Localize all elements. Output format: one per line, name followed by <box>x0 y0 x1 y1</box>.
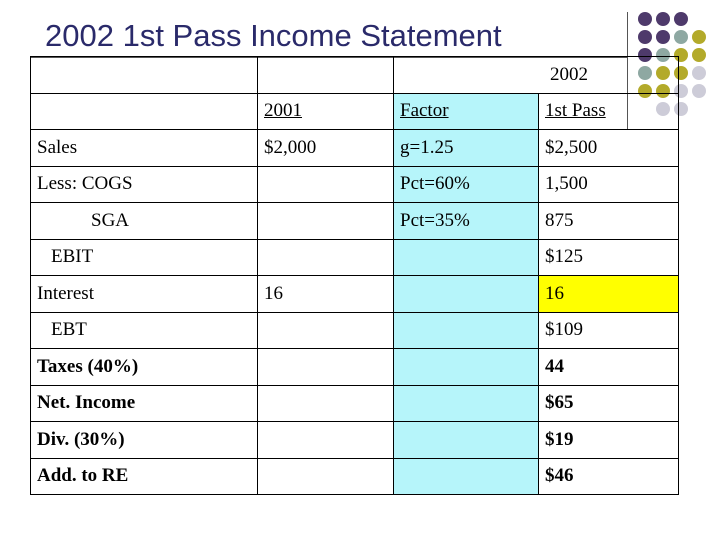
cell-2001 <box>258 422 394 459</box>
cell-1st-pass: 1,500 <box>539 166 679 203</box>
cell-factor: g=1.25 <box>394 130 539 167</box>
row-label: Interest <box>31 276 258 313</box>
row-label: SGA <box>31 203 258 240</box>
slide-title: 2002 1st Pass Income Statement <box>45 18 502 53</box>
row-label: Sales <box>31 130 258 167</box>
row-label: Net. Income <box>31 385 258 422</box>
cell-2001: 16 <box>258 276 394 313</box>
cell-2001 <box>258 349 394 386</box>
table-row <box>31 130 679 167</box>
table-header-row-year <box>31 57 679 94</box>
header-cell-empty <box>31 57 258 94</box>
table-row <box>31 385 679 422</box>
table-row <box>31 422 679 459</box>
dot-icon <box>638 30 652 44</box>
cell-factor <box>394 239 539 276</box>
dot-icon <box>674 30 688 44</box>
cell-2001 <box>258 312 394 349</box>
row-label: Less: COGS <box>31 166 258 203</box>
dot-icon <box>692 84 706 98</box>
table-row <box>31 239 679 276</box>
dot-icon <box>656 12 670 26</box>
dot-icon <box>692 48 706 62</box>
cell-factor <box>394 422 539 459</box>
cell-factor: Pct=35% <box>394 203 539 240</box>
cell-1st-pass: 44 <box>539 349 679 386</box>
cell-factor <box>394 458 539 495</box>
table-row <box>31 312 679 349</box>
cell-1st-pass: $2,500 <box>539 130 679 167</box>
table-row <box>31 349 679 386</box>
cell-1st-pass: $65 <box>539 385 679 422</box>
cell-2001 <box>258 239 394 276</box>
cell-1st-pass: $19 <box>539 422 679 459</box>
dot-icon <box>638 12 652 26</box>
cell-1st-pass: $125 <box>539 239 679 276</box>
row-label: EBIT <box>31 239 258 276</box>
row-label: Taxes (40%) <box>31 349 258 386</box>
header-cell-empty <box>31 93 258 130</box>
dot-icon <box>674 12 688 26</box>
dot-icon <box>692 30 706 44</box>
header-factor: Factor <box>394 93 539 130</box>
cell-2001 <box>258 385 394 422</box>
table-row <box>31 458 679 495</box>
cell-1st-pass: 875 <box>539 203 679 240</box>
cell-factor <box>394 276 539 313</box>
dot-icon <box>656 30 670 44</box>
table-header-row <box>31 93 679 130</box>
header-1st-pass: 1st Pass <box>539 93 679 130</box>
cell-2001 <box>258 458 394 495</box>
header-2001: 2001 <box>258 93 394 130</box>
cell-1st-pass: $109 <box>539 312 679 349</box>
cell-factor <box>394 385 539 422</box>
table-row <box>31 276 679 313</box>
cell-2001: $2,000 <box>258 130 394 167</box>
row-label: Add. to RE <box>31 458 258 495</box>
table-row <box>31 166 679 203</box>
cell-2001 <box>258 166 394 203</box>
cell-1st-pass-highlighted: 16 <box>539 276 679 313</box>
income-statement-table <box>30 56 679 495</box>
dot-icon <box>692 66 706 80</box>
cell-factor <box>394 312 539 349</box>
row-label: EBT <box>31 312 258 349</box>
row-label: Div. (30%) <box>31 422 258 459</box>
header-cell-empty <box>258 57 394 94</box>
cell-factor <box>394 349 539 386</box>
cell-factor: Pct=60% <box>394 166 539 203</box>
header-year-2002: 2002 <box>394 57 679 94</box>
cell-2001 <box>258 203 394 240</box>
cell-1st-pass: $46 <box>539 458 679 495</box>
table-row <box>31 203 679 240</box>
